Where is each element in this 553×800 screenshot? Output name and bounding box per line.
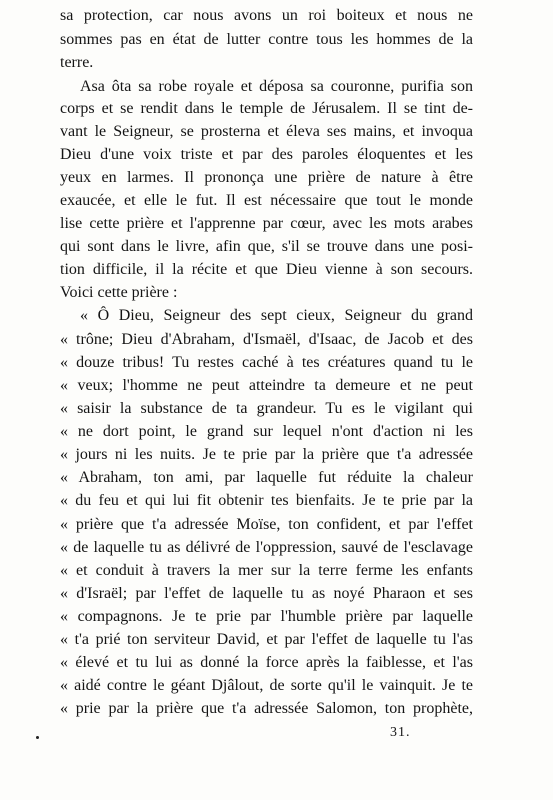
text-line: « de laquelle tu as délivré de l'oppression, sauvé de l'esclavage <box>60 539 473 556</box>
text-line: vant le Seigneur, se prosterna et éleva ses mains, et invoqua <box>60 123 473 140</box>
text-line: « ne dort point, le grand sur lequel n'ont d'action ni les <box>60 423 473 440</box>
text-line: « compagnons. Je te prie par l'humble prière par laquelle <box>60 608 473 625</box>
text-line: « élevé et tu lui as donné la force après la faiblesse, et l'as <box>60 654 473 671</box>
text-line: « du feu et qui lui fit obtenir tes bienfaits. Je te prie par la <box>60 492 473 509</box>
text-line: « saisir la substance de ta grandeur. Tu es le vigilant qui <box>60 400 473 417</box>
text-line: « prie par la prière que t'a adressée Salomon, ton prophète, <box>60 700 473 717</box>
ink-speck <box>36 736 39 739</box>
text-line: « trône; Dieu d'Abraham, d'Ismaël, d'Isaac, de Jacob et des <box>60 331 473 348</box>
text-line: « douze tribus! Tu restes caché à tes créatures quand tu le <box>60 354 473 371</box>
text-line: Voici cette prière : <box>60 284 178 301</box>
text-line: « et conduit à travers la mer sur la terre ferme les enfants <box>60 562 473 579</box>
text-line: sommes pas en état de lutter contre tous les hommes de la <box>60 31 473 48</box>
text-line: exaucée, et elle le fut. Il est nécessaire que tout le monde <box>60 192 473 209</box>
text-line: Asa ôta sa robe royale et déposa sa couronne, purifia son <box>80 78 473 95</box>
page-number: 31. <box>390 725 411 740</box>
text-line: « prière que t'a adressée Moïse, ton confident, et par l'effet <box>60 516 473 533</box>
text-line: tion difficile, il la récite et que Dieu vienne à son secours. <box>60 261 473 278</box>
text-line: terre. <box>60 54 94 71</box>
text-line: « Ô Dieu, Seigneur des sept cieux, Seigneur du grand <box>80 307 473 324</box>
text-line: « jours ni les nuits. Je te prie par la prière que t'a adressée <box>60 446 473 463</box>
text-line: « Abraham, ton ami, par laquelle fut réduite la chaleur <box>60 469 473 486</box>
text-line: sa protection, car nous avons un roi boiteux et nous ne <box>60 7 473 24</box>
text-line: « t'a prié ton serviteur David, et par l'effet de laquelle tu l'as <box>60 631 473 648</box>
text-line: yeux en larmes. Il prononça une prière de nature à être <box>60 169 473 186</box>
text-line: qui sont dans le livre, afin que, s'il se trouve dans une posi- <box>60 238 473 255</box>
text-line: « veux; l'homme ne peut atteindre ta demeure et ne peut <box>60 377 473 394</box>
text-line: « aidé contre le géant Djâlout, de sorte qu'il le vainquit. Je te <box>60 677 473 694</box>
text-line: lise cette prière et l'apprenne par cœur, avec les mots arabes <box>60 215 473 232</box>
text-line: Dieu d'une voix triste et par des paroles éloquentes et les <box>60 146 473 163</box>
text-line: corps et se rendit dans le temple de Jérusalem. Il se tint de- <box>60 100 473 117</box>
text-line: « d'Israël; par l'effet de laquelle tu as noyé Pharaon et ses <box>60 585 473 602</box>
